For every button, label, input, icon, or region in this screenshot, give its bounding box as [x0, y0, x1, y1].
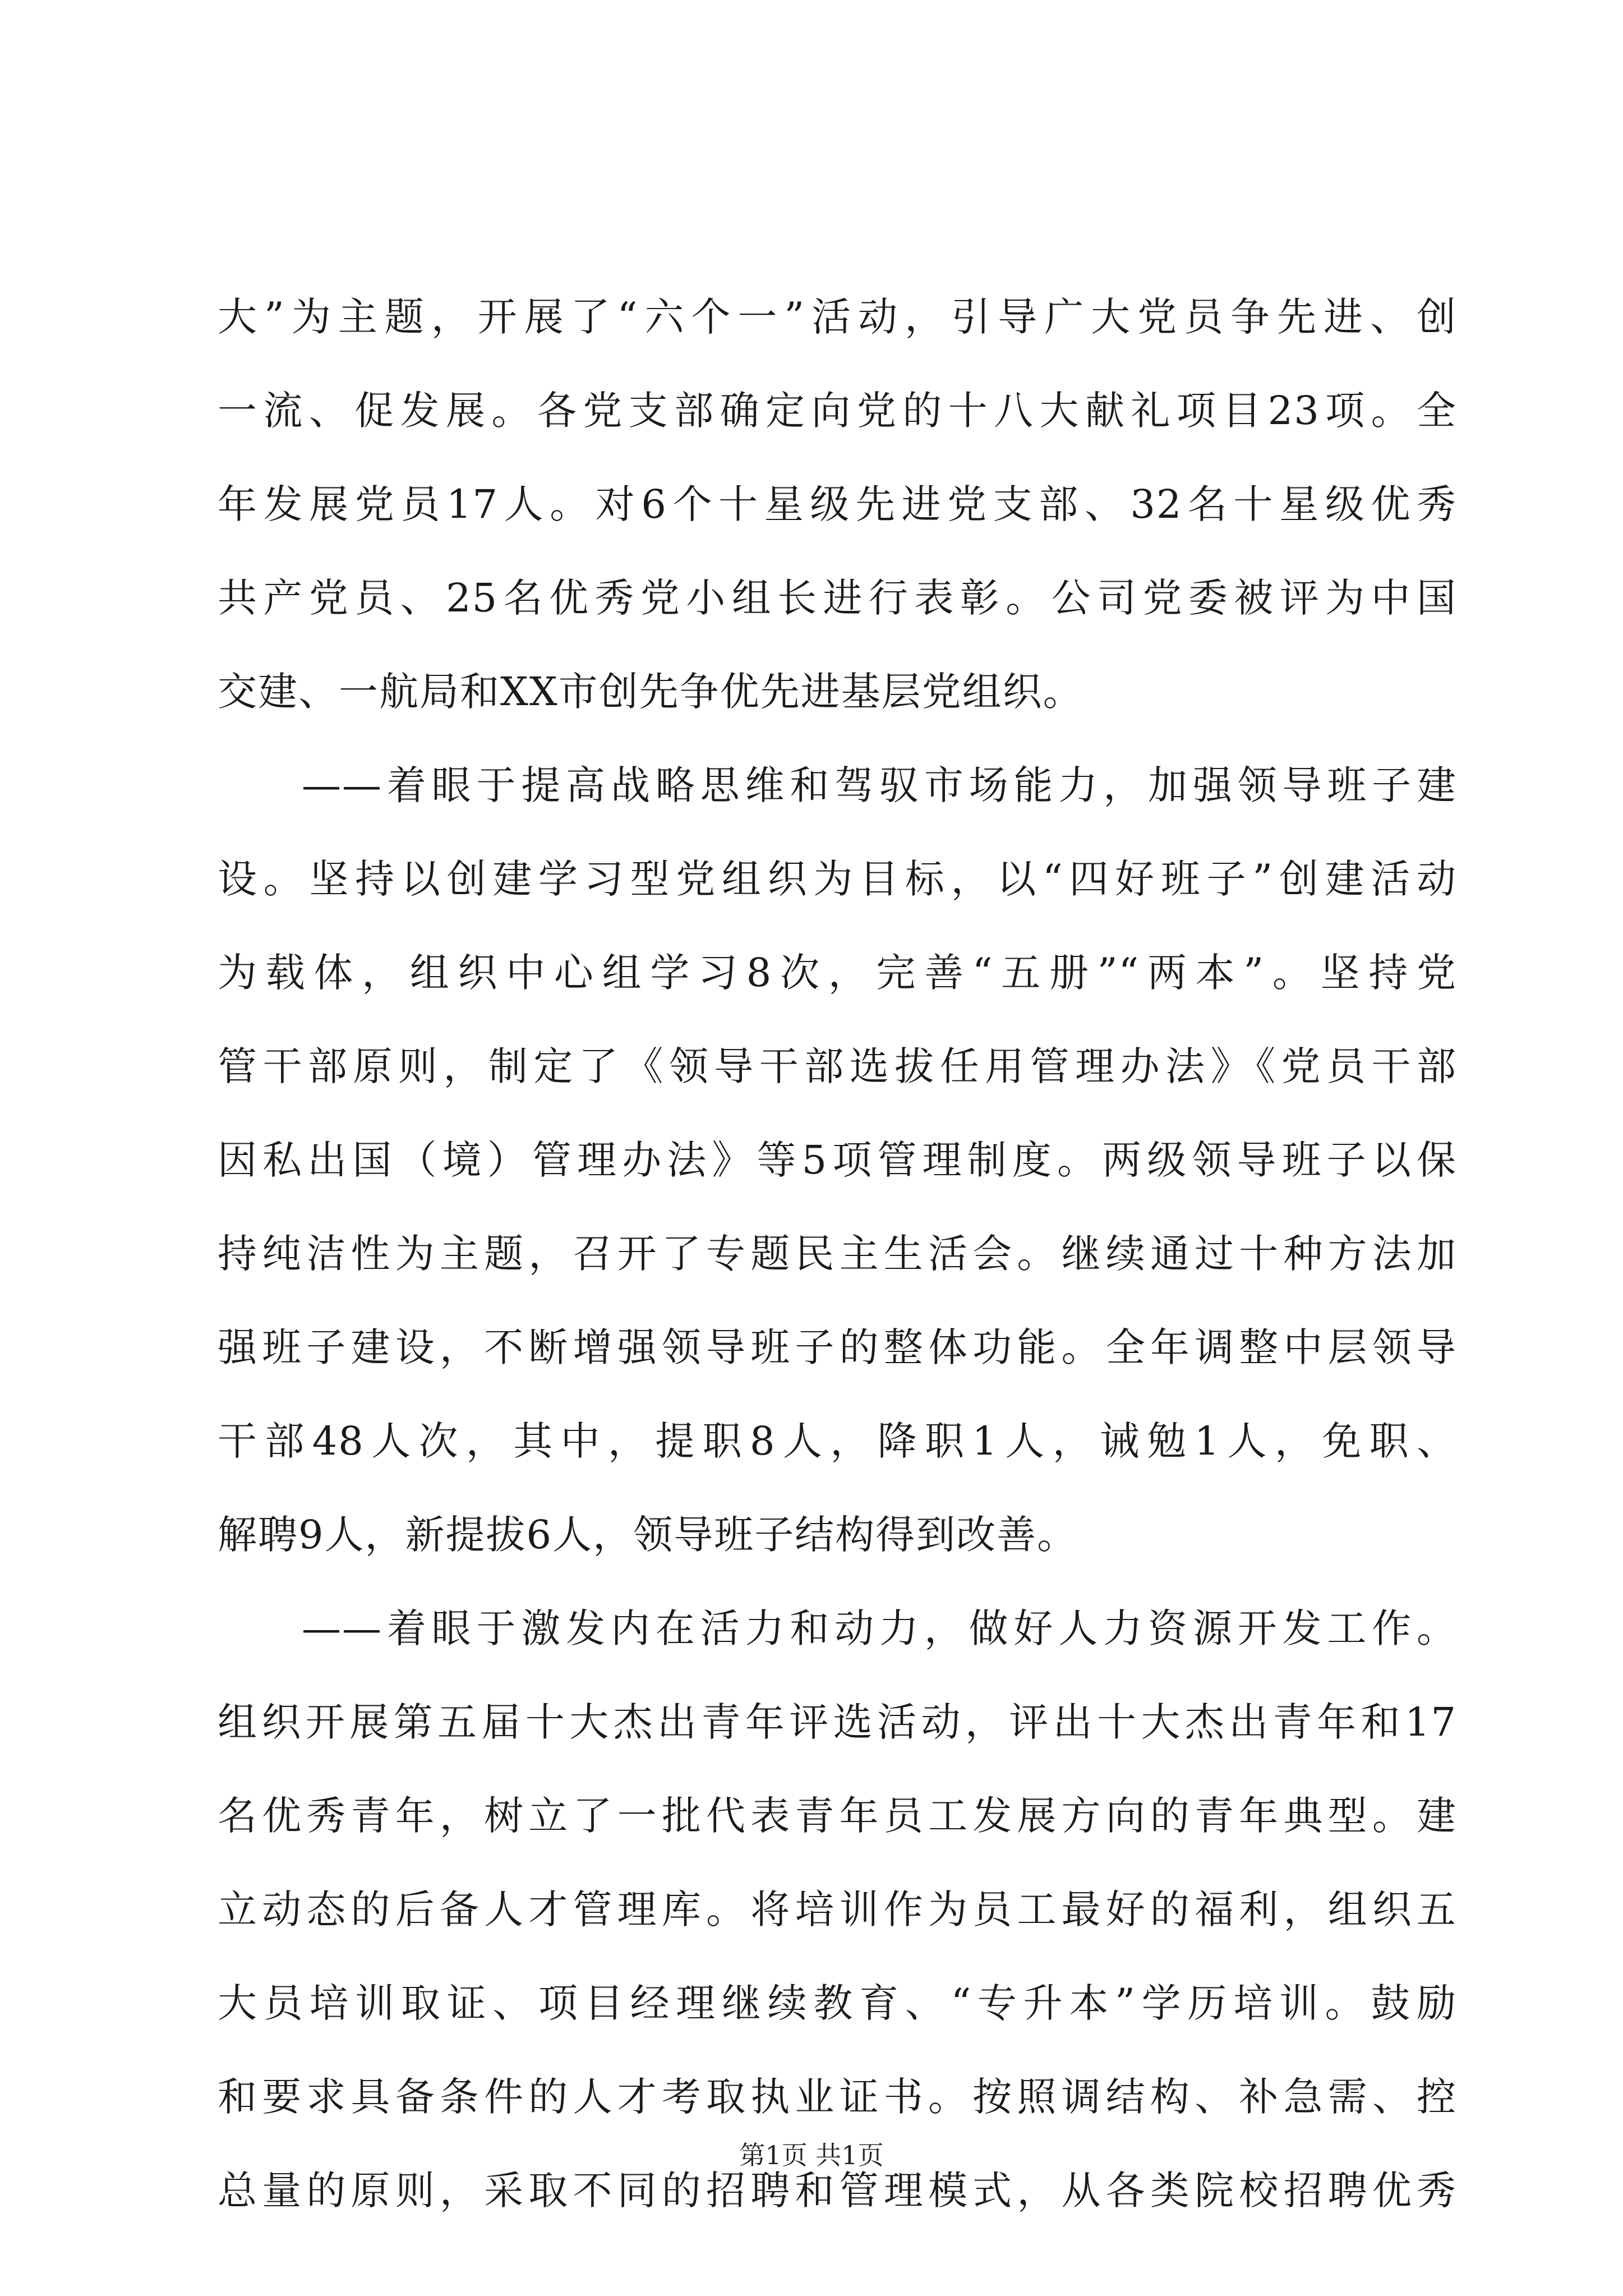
page-footer	[0, 2138, 1623, 2172]
page-number-label: 第1页 共1页	[739, 2140, 884, 2170]
text-line: 总量的原则，采取不同的招聘和管理模式，从各类院校招聘优秀	[218, 2168, 1457, 2214]
text-line: 为载体，组织中心组学习8次，完善“五册”“两本”。坚持党	[218, 950, 1457, 996]
text-line: 强班子建设，不断增强领导班子的整体功能。全年调整中层领导	[218, 1324, 1457, 1370]
text-line: 和要求具备条件的人才考取执业证书。按照调结构、补急需、控	[218, 2074, 1457, 2120]
text-line: ——着眼于激发内在活力和动力，做好人力资源开发工作。	[302, 1605, 1457, 1651]
text-line: 交建、一航局和XX市创先争优先进基层党组织。	[218, 669, 1083, 715]
text-line: ——着眼于提高战略思维和驾驭市场能力，加强领导班子建	[302, 762, 1457, 808]
text-line: 设。坚持以创建学习型党组织为目标，以“四好班子”创建活动	[218, 856, 1457, 902]
text-line: 管干部原则，制定了《领导干部选拔任用管理办法》《党员干部	[218, 1043, 1457, 1089]
text-line: 一流、促发展。各党支部确定向党的十八大献礼项目23项。全	[218, 388, 1457, 434]
text-line: 大员培训取证、项目经理继续教育、“专升本”学历培训。鼓励	[218, 1980, 1457, 2026]
text-line: 因私出国（境）管理办法》等5项管理制度。两级领导班子以保	[218, 1137, 1457, 1183]
body-text	[218, 270, 1457, 2238]
text-line: 组织开展第五届十大杰出青年评选活动，评出十大杰出青年和17	[218, 1699, 1457, 1745]
text-line: 名优秀青年，树立了一批代表青年员工发展方向的青年典型。建	[218, 1793, 1457, 1839]
text-line: 大”为主题，开展了“六个一”活动，引导广大党员争先进、创	[218, 294, 1457, 340]
text-line: 立动态的后备人才管理库。将培训作为员工最好的福利，组织五	[218, 1887, 1457, 1932]
text-line: 共产党员、25名优秀党小组长进行表彰。公司党委被评为中国	[218, 575, 1457, 621]
text-line: 干部48人次，其中，提职8人，降职1人，诫勉1人，免职、	[218, 1418, 1457, 1464]
text-line: 年发展党员17人。对6个十星级先进党支部、32名十星级优秀	[218, 481, 1457, 527]
text-line: 持纯洁性为主题，召开了专题民主生活会。继续通过十种方法加	[218, 1231, 1457, 1277]
text-line: 解聘9人，新提拔6人，领导班子结构得到改善。	[218, 1512, 1078, 1558]
